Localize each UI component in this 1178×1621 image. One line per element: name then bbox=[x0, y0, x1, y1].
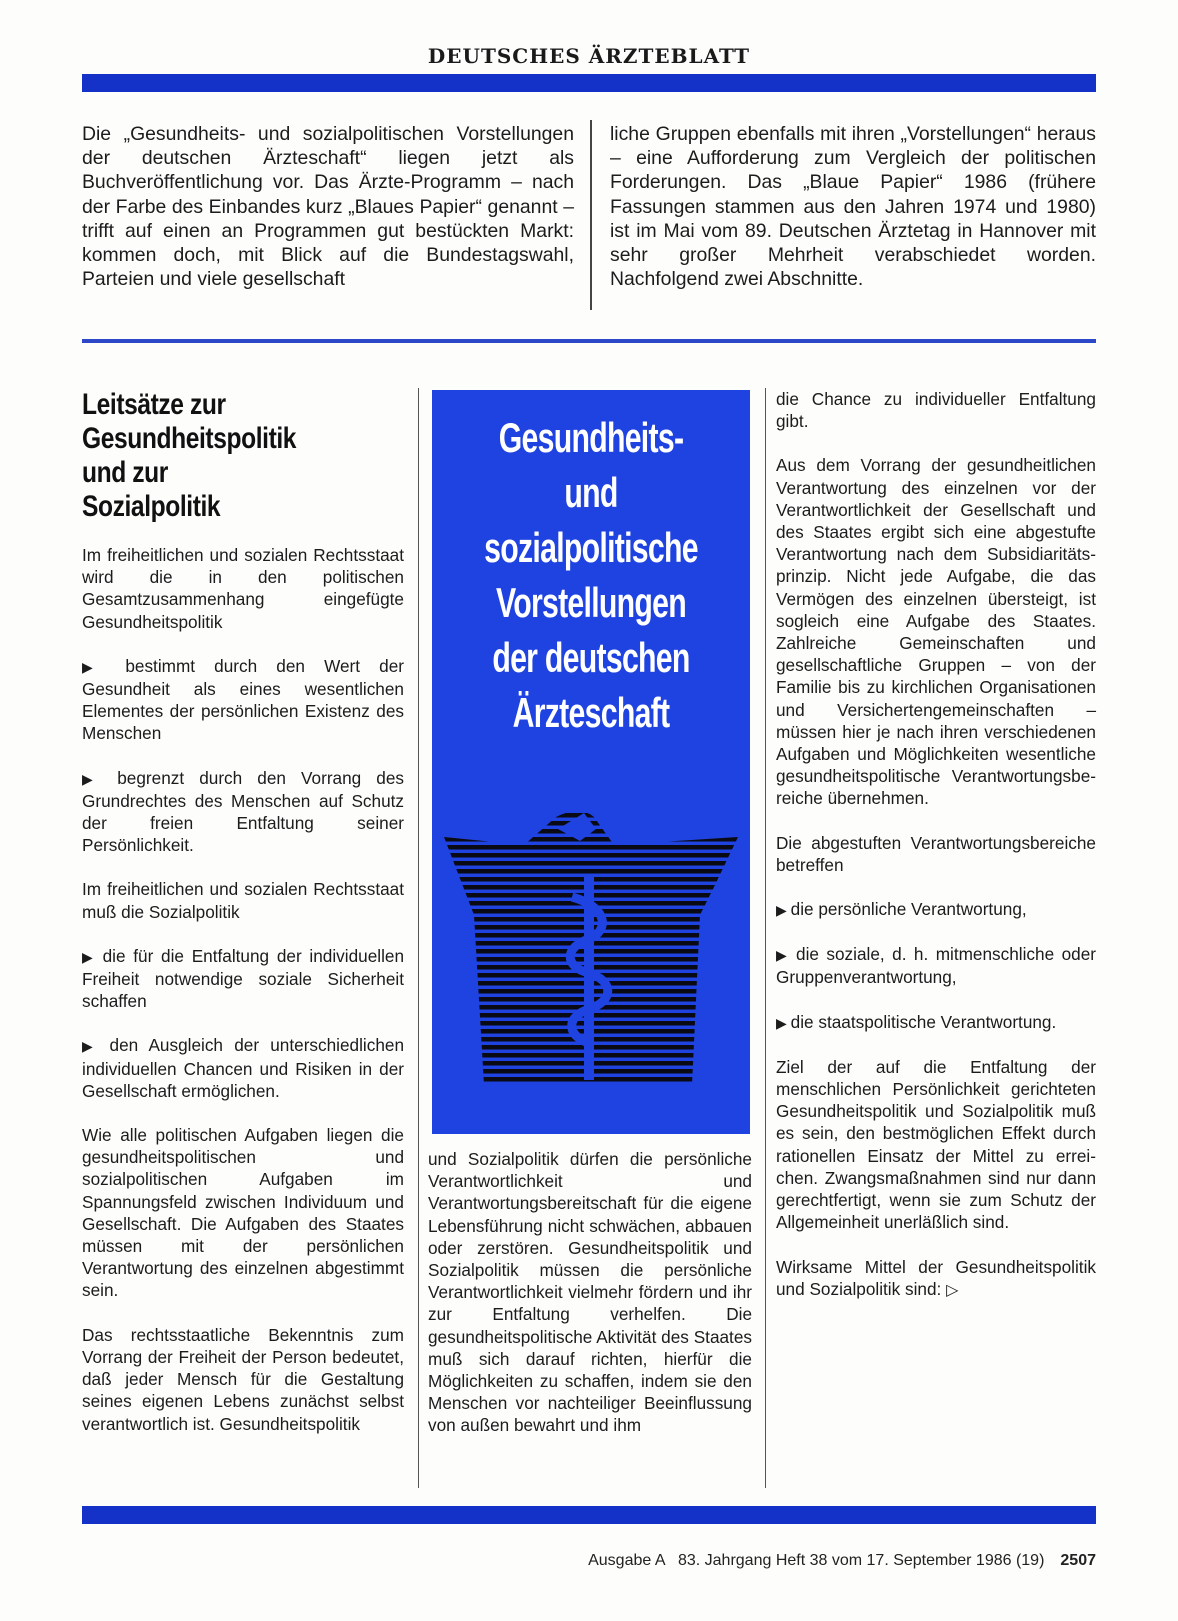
headline-line: und zur bbox=[82, 456, 168, 489]
bottom-blue-bar bbox=[82, 1506, 1096, 1524]
paragraph: Ziel der auf die Entfaltung der menschlichen Persönlichkeit gerichteten Gesundheitspolitik und Sozialpolitik muß es sein, den bestmöglichen Effekt durch rationellen Einsatz der Mittel zu erreichen. Zwangsmaßnahmen sind nur dann gerechtfertigt, wenn sie zum Schutz der Allgemeinheit unerläßlich sind. bbox=[776, 1056, 1096, 1233]
bullet-paragraph: ▶ die staatspolitische Verantwortung. bbox=[776, 1011, 1096, 1034]
column-left bbox=[82, 544, 404, 1457]
cover-title bbox=[477, 410, 706, 740]
bullet-paragraph: ▶ begrenzt durch den Vorrang des Grundrechtes des Menschen auf Schutz der freien Entfaltung seiner Persönlichkeit. bbox=[82, 767, 404, 857]
column-separator bbox=[765, 388, 766, 1488]
column-right bbox=[776, 388, 1096, 1324]
headline-line: Gesundheitspolitik bbox=[82, 422, 297, 455]
cover-title-line: sozialpolitische bbox=[484, 524, 698, 571]
cover-title-line: Ärzteschaft bbox=[512, 689, 670, 736]
intro-left: Die „Gesundheits- und sozialpolitischen Vorstellungen der deutschen Ärzteschaft“ liegen jetzt als Buchveröffentlichung vor. Das Ärzte-Programm – nach der Farbe des Einbandes kurz „Blaues Papier“ genannt – trifft auf einen an Programmen gut bestückten Markt: kommen doch, mit Blick auf die Bundestagswahl, Parteien und viele gesellschaft bbox=[82, 123, 574, 291]
book-cover-image bbox=[432, 390, 750, 1134]
column-separator bbox=[418, 388, 419, 1488]
paragraph: Aus dem Vorrang der gesundheitlichen Verantwortung des einzelnen vor der Verantwortlichkeit der Gesellschaft und des Staates ergibt sich eine abgestufte Verantwortung nach dem Subsidiaritätsprinzip. Nicht jede Aufgabe, die das Vermögen des einzelnen übersteigt, ist sogleich eine Aufgabe des Staates. Zahlreiche Gemeinschaften und gesellschaftliche Gruppen – von der Familie bis zu kirchlichen Organisationen und Versichertengemeinschaften – müssen hier je nach ihren verschiedenen Aufgaben und Möglichkeiten wesentliche gesundheitspolitische Verantwortungsbereiche übernehmen. bbox=[776, 455, 1096, 809]
edition-info: Ausgabe A 83. Jahrgang Heft 38 vom 17. September 1986 (19) bbox=[588, 1552, 1045, 1569]
bullet-paragraph: ▶ die persönliche Verantwortung, bbox=[776, 898, 1096, 921]
cover-title-line: Vorstellungen bbox=[495, 579, 687, 626]
bullet-paragraph: ▶ den Ausgleich der unterschiedlichen individuellen Chancen und Risiken in der Gesellschaft ermöglichen. bbox=[82, 1034, 404, 1102]
paragraph: Wie alle politischen Aufgaben liegen die gesundheitspolitischen und sozialpolitischen Aufgaben im Spannungsfeld zwischen Individuum und Gesellschaft. Die Aufgaben des Staates müssen mit der persönlichen Verantwortung des einzelnen abgestimmt sein. bbox=[82, 1125, 404, 1301]
paragraph: Im freiheitlichen und sozialen Rechtsstaat wird die in den politischen Gesamtzusammenhang eingefügte Gesundheitspolitik bbox=[82, 545, 404, 632]
intro-right: liche Gruppen ebenfalls mit ihren „Vorstellungen“ heraus – eine Aufforderung zum Vergleich der politischen Forderungen. Das „Blaue Papier“ 1986 (frühere Fassungen stammen aus den Jahren 1974 und 1980) ist im Mai vom 89. Deutschen Ärztetag in Hannover mit sehr großer Mehrheit verabschiedet worden. Nachfolgend zwei Abschnitte. bbox=[610, 123, 1096, 291]
footer bbox=[588, 1552, 1096, 1570]
cover-title-line: und bbox=[564, 469, 618, 516]
article-headline bbox=[82, 388, 353, 524]
paragraph: Die abgestuften Verantwortungsbereiche betreffen bbox=[776, 832, 1096, 875]
masthead: DEUTSCHES ÄRZTEBLATT bbox=[427, 44, 751, 68]
paragraph: Im freiheitlichen und sozialen Rechtsstaat muß die Sozialpolitik bbox=[82, 879, 404, 922]
paragraph-last bbox=[776, 1256, 1096, 1302]
bullet-paragraph: ▶ die für die Entfaltung der individuellen Freiheit notwendige soziale Sicherheit schaffen bbox=[82, 945, 404, 1013]
paragraph: die Chance zu individueller Entfaltung gibt. bbox=[776, 389, 1096, 432]
column-middle-paragraph: und Sozialpolitik dürfen die persönliche Verantwortlichkeit und Verantwortungsbereitschaft für die eigene Lebensführung nicht schwächen, abbauen oder zerstören. Gesundheitspolitik und Sozialpolitik müssen die persönliche Verantwortlichkeit vielmehr fördern und ihr zur Entfaltung verhelfen. Die gesundheitspolitische Aktivität des Staates muß sich darauf richten, hierfür die Möglichkeiten zu schaffen, indem sie den Menschen vor nachteiliger Beeinflussung von außen bewahrt und ihm bbox=[428, 1149, 752, 1436]
cover-title-line: der deutschen bbox=[492, 634, 690, 681]
page-number: 2507 bbox=[1060, 1552, 1096, 1569]
section-rule bbox=[82, 339, 1096, 343]
eagle-aesculapius-emblem-icon bbox=[444, 805, 738, 1085]
headline-line: Sozialpolitik bbox=[82, 490, 221, 523]
cover-title-line: Gesundheits- bbox=[498, 414, 684, 461]
paragraph: Das rechtsstaatliche Bekenntnis zum Vorrang der Freiheit der Person bedeutet, daß jeder Mensch für die Gestaltung seines eigenen Lebens zunächst selbst verantwortlich ist. Gesundheitspolitik bbox=[82, 1324, 404, 1434]
top-blue-bar bbox=[82, 74, 1096, 92]
bullet-paragraph: ▶ bestimmt durch den Wert der Gesundheit als eines wesentlichen Elementes der persönlichen Existenz des Menschen bbox=[82, 655, 404, 745]
paragraph-text: Wirksame Mittel der Gesundheitspolitik und Sozialpolitik sind: bbox=[776, 1256, 1096, 1299]
bullet-paragraph: ▶ die soziale, d. h. mitmenschliche oder Gruppenverantwortung, bbox=[776, 943, 1096, 988]
intro-column-separator bbox=[590, 120, 592, 310]
continue-arrow-icon: ▷ bbox=[946, 1281, 959, 1299]
headline-line: Leitsätze zur bbox=[82, 388, 226, 421]
